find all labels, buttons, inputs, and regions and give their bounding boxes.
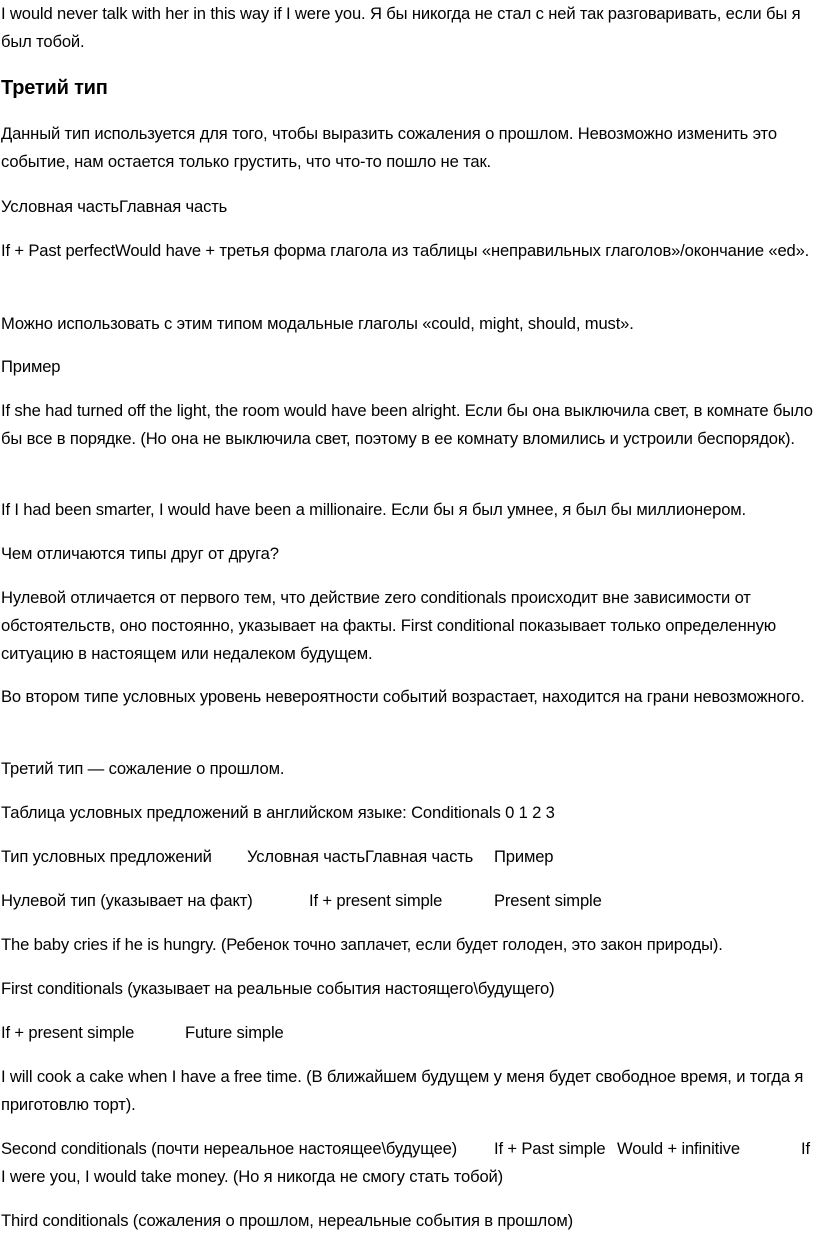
zero-condition: If + present simple: [309, 891, 443, 910]
header-example: Пример: [494, 847, 554, 866]
paragraph-parts-header: Условная частьГлавная часть: [1, 197, 228, 216]
first-condition: If + present simple: [1, 1023, 135, 1042]
paragraph-differences-question: Чем отличаются типы друг от друга?: [1, 544, 279, 563]
header-parts: Условная частьГлавная часть: [247, 847, 474, 866]
second-example-rest: I were you, I would take money. (Но я никогда не смогу стать тобой): [1, 1167, 504, 1186]
zero-main: Present simple: [494, 891, 602, 910]
paragraph-third-type-description: Данный тип используется для того, чтобы выразить сожаления о прошлом. Невозможно изменить это событие, нам остается только грустить, что что-то пошло не так.: [1, 124, 777, 171]
paragraph-modal-verbs: Можно использовать с этим типом модальные глаголы «could, might, should, must».: [1, 314, 634, 333]
paragraph-table-title: Таблица условных предложений в английском языке: Conditionals 0 1 2 3: [1, 803, 555, 822]
paragraph-second-type: Во втором типе условных уровень невероятности событий возрастает, находится на грани невозможного.: [1, 687, 805, 706]
paragraph-zero-vs-first: Нулевой отличается от первого тем, что действие zero conditionals происходит вне зависимости от обстоятельств, оно постоянно, указывает на факты. First conditional показывает только определенную ситуацию в настоящем или недалеком будущем.: [1, 588, 777, 663]
paragraph-zero-example: The baby cries if he is hungry. (Ребенок точно заплачет, если будет голоден, это закон природы).: [1, 935, 723, 954]
zero-type: Нулевой тип (указывает на факт): [1, 891, 253, 910]
paragraph-first-conditionals: First conditionals (указывает на реальные события настоящего\будущего): [1, 979, 555, 998]
second-main: Would + infinitive: [617, 1139, 740, 1158]
paragraph-example-label: Пример: [1, 357, 61, 376]
paragraph-third-type-formula: If + Past perfectWould have + третья форма глагола из таблицы «неправильных глаголов»/окончание «ed».: [1, 241, 810, 260]
second-condition: If + Past simple: [494, 1139, 606, 1158]
second-type: Second conditionals (почти нереальное настоящее\будущее): [1, 1139, 458, 1158]
first-main: Future simple: [185, 1023, 284, 1042]
paragraph-third-type-summary: Третий тип — сожаление о прошлом.: [1, 759, 285, 778]
paragraph-first-example: I will cook a cake when I have a free time. (В ближайшем будущем у меня будет свободное время, и тогда я приготовлю торт).: [1, 1067, 804, 1114]
second-example-start: If: [801, 1139, 810, 1158]
paragraph-third-conditionals: Third conditionals (сожаления о прошлом, нереальные события в прошлом): [1, 1211, 573, 1230]
header-type: Тип условных предложений: [1, 847, 212, 866]
paragraph-example-millionaire: If I had been smarter, I would have been a millionaire. Если бы я был умнее, я был бы миллионером.: [1, 500, 747, 519]
heading-third-type: Третий тип: [1, 77, 108, 99]
paragraph-example-light: If she had turned off the light, the room would have been alright. Если бы она выключила свет, в комнате было бы все в порядке. (Но она не выключила свет, поэтому в ее комнату вломились и устроили беспорядок).: [1, 401, 813, 448]
paragraph-example-second-conditional: I would never talk with her in this way if I were you. Я бы никогда не стал с ней так разговаривать, если бы я был тобой.: [1, 4, 801, 51]
